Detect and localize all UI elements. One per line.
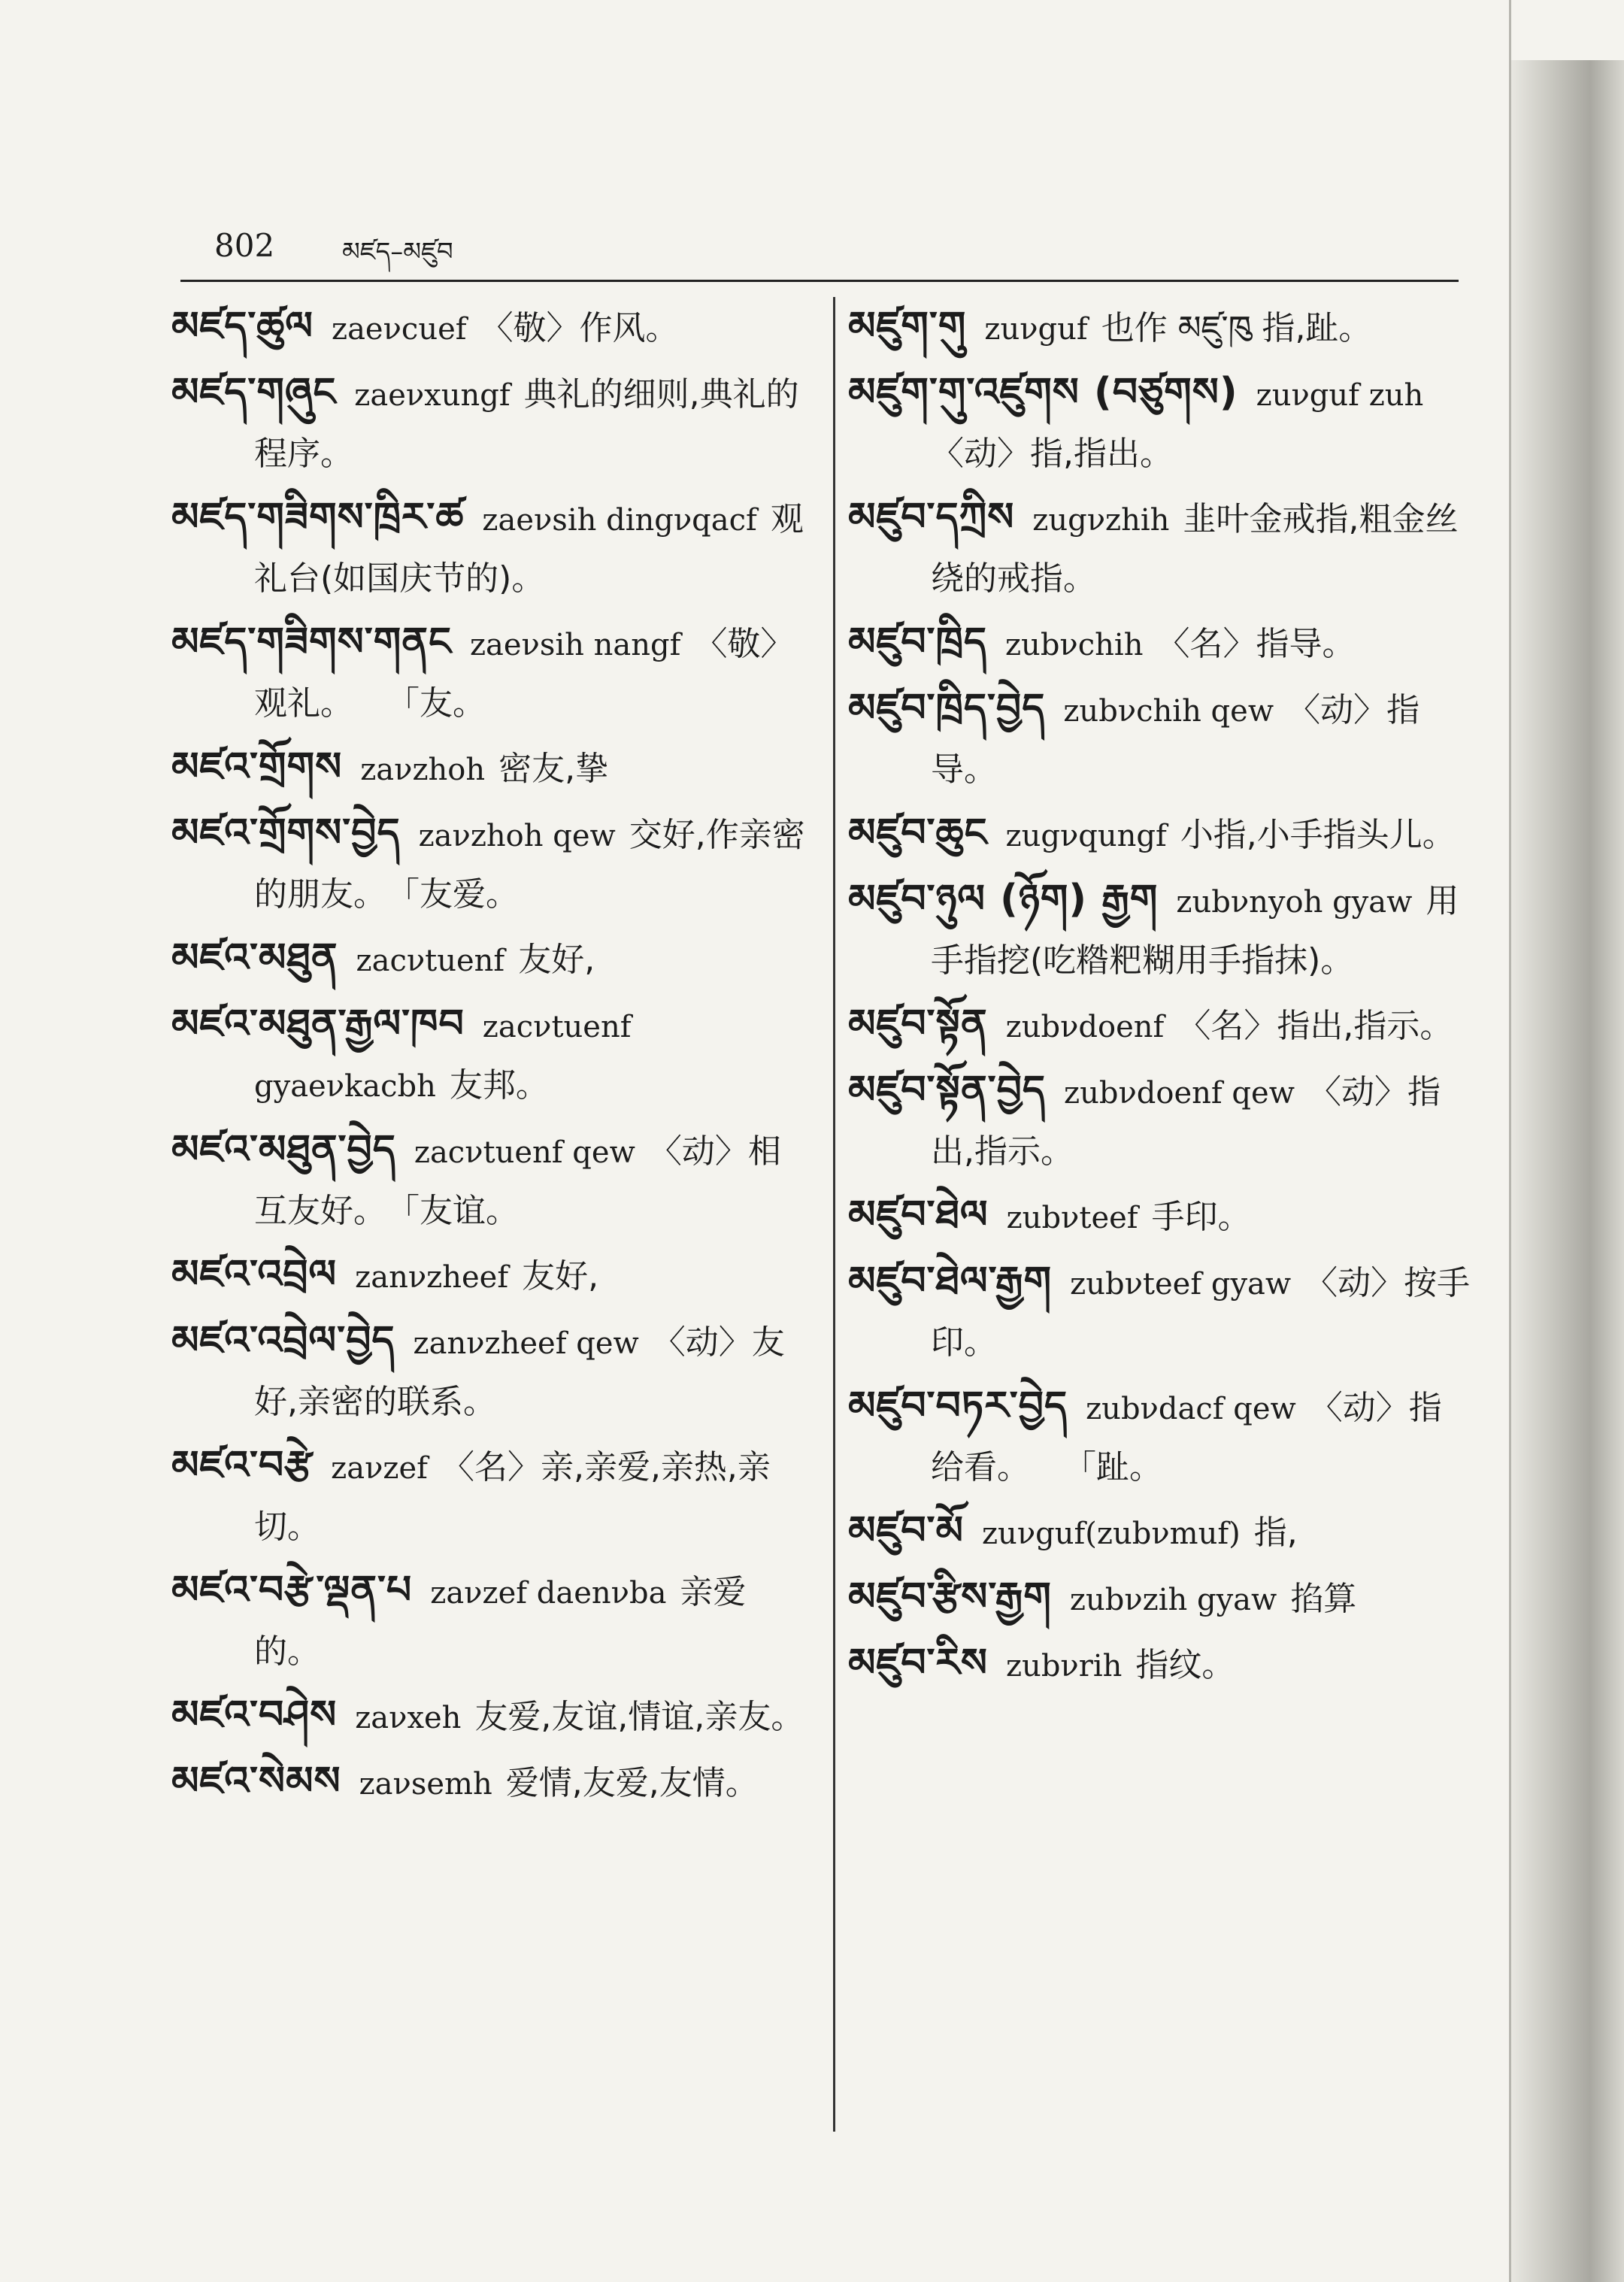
headword: མཛུབ་ཁྲིད་བྱེད [848, 686, 1046, 731]
definition: 〈动〉指出,指示。 [931, 1073, 1441, 1171]
page-edge-shadow [1511, 60, 1624, 2282]
definition: 〈动〉指,指出。 [931, 435, 1173, 473]
romanization: zubνdacf qew [1086, 1392, 1296, 1426]
header-rule [180, 280, 1459, 282]
headword: མཛུབ་རིས [848, 1641, 988, 1686]
headword: མཛའ་མཐུན་རྒྱལ་ཁབ [171, 1002, 465, 1047]
headword: མཛའ་བརྩེ་ལྡན་པ [171, 1568, 413, 1613]
headword: མཛའ་བཤེས [171, 1693, 338, 1738]
headword: མཛའ་མཐུན་བྱེད [171, 1127, 396, 1172]
romanization: zubνnyoh gyaw [1176, 885, 1413, 920]
dictionary-entry [171, 1686, 810, 1747]
dictionary-entry [848, 1252, 1472, 1372]
headword: མཛུབ་ཐེལ་རྒྱག [848, 1259, 1053, 1304]
romanization: zaeνcuef [332, 312, 467, 347]
dictionary-entry [171, 1120, 810, 1241]
romanization: zaνzef daenνba [430, 1576, 667, 1611]
romanization: zuνguf zuh [1256, 378, 1424, 413]
right-column [848, 297, 1472, 1700]
romanization: zaνzhoh qew [418, 819, 616, 853]
dictionary-entry [171, 1245, 810, 1307]
definition: 交好,作亲密的朋友。 「友爱。 [254, 816, 805, 914]
definition: 爱情,友爱,友情。 [505, 1764, 759, 1802]
romanization: zaνzef [331, 1451, 428, 1486]
dictionary-entry [171, 738, 810, 799]
dictionary-entry [848, 1377, 1472, 1497]
definition: 韭叶金戒指,粗金丝绕的戒指。 [931, 500, 1459, 598]
definition: 掐算 [1290, 1580, 1357, 1618]
romanization: zubνdoenf [1005, 1010, 1165, 1044]
dictionary-entry [848, 1568, 1472, 1629]
dictionary-entry [848, 613, 1472, 674]
definition: 〈动〉指给看。 「趾。 [931, 1389, 1442, 1486]
definition: 密友,挚 [498, 750, 609, 788]
headword: མཛད་ཚུལ [171, 304, 314, 349]
romanization: zacνtuenf [356, 944, 505, 978]
dictionary-entry [848, 870, 1472, 990]
definition: 指纹。 [1135, 1646, 1235, 1684]
dictionary-entry [848, 804, 1472, 865]
dictionary-entry [848, 1186, 1472, 1247]
headword: མཛུབ་ཆུང [848, 811, 988, 856]
definition: 友邦。 [449, 1066, 549, 1105]
dictionary-entry [848, 995, 1472, 1056]
definition: 友爱,友谊,情谊,亲友。 [474, 1698, 804, 1736]
romanization: zaνzhoh [360, 753, 486, 787]
headword: མཛུབ་རྩིས་རྒྱག [848, 1574, 1052, 1620]
romanization: zugνqungf [1005, 819, 1167, 853]
definition: 〈动〉按手印。 [931, 1264, 1471, 1362]
dictionary-entry [848, 1634, 1472, 1696]
dictionary-entry [848, 1061, 1472, 1181]
headword: མཛུབ་དཀྲིས [848, 495, 1015, 540]
romanization: zuνguf(zubνmuf) [981, 1517, 1241, 1551]
headword: མཛད་གཟིགས་གནང [171, 620, 452, 665]
headword: མཛུབ་སྟོན་བྱེད [848, 1068, 1047, 1113]
headword: མཛའ་སེམས [171, 1759, 341, 1804]
definition: 小指,小手指头儿。 [1180, 816, 1456, 854]
headword: མཛའ་མཐུན [171, 935, 338, 980]
romanization: zanνzheef qew [413, 1326, 639, 1361]
definition: 典礼的细则,典礼的程序。 [254, 375, 799, 473]
dictionary-entry [171, 1311, 810, 1432]
definition: 〈动〉相互友好。 「友谊。 [254, 1132, 781, 1230]
romanization: zubνchih qew [1063, 694, 1274, 729]
dictionary-entry [848, 1502, 1472, 1563]
headword: མཛའ་འབྲེལ [171, 1252, 338, 1297]
dictionary-entry [171, 995, 810, 1116]
dictionary-entry [171, 613, 810, 733]
romanization: zubνrih [1005, 1649, 1123, 1683]
definition: 〈敬〉作风。 [480, 309, 679, 347]
page-number: 802 [214, 227, 275, 264]
dictionary-entry [171, 297, 810, 359]
dictionary-entry [171, 929, 810, 990]
headword: མཛུབ་ཁྲིད [848, 620, 987, 665]
page-header [214, 218, 1462, 278]
headword: མཛའ་གྲོགས་བྱེད [171, 811, 401, 856]
headword: མཛུབ་ཐེལ [848, 1193, 989, 1238]
definition: 观礼台(如国庆节的)。 [254, 500, 804, 598]
running-head: མཛད–མཛུབ [342, 237, 453, 267]
definition: 〈名〉指导。 [1156, 625, 1356, 663]
romanization: zaνsemh [359, 1767, 492, 1802]
romanization: zacνtuenf qew [414, 1135, 635, 1170]
headword: མཛད་གཟིགས་ཁྲིར་ཚ [171, 495, 465, 540]
dictionary-entry [171, 1561, 810, 1681]
romanization: zubνchih [1004, 628, 1144, 662]
definition: 亲爱的。 [254, 1573, 747, 1671]
definition: 也作 མཛུ་ཁུ 指,趾。 [1101, 309, 1372, 347]
headword: མཛུབ་བཏར་བྱེད [848, 1383, 1068, 1429]
headword: མཛུབ་མོ [848, 1508, 964, 1553]
headword: མཛུག་གུ [848, 304, 967, 349]
romanization: zubνzih gyaw [1069, 1583, 1277, 1617]
dictionary-entry [848, 297, 1472, 359]
headword: མཛུབ་ཉུལ (ཉོག) རྒྱག [848, 877, 1159, 922]
dictionary-entry [171, 1752, 810, 1814]
romanization: zaeνsih dingνqacf [482, 503, 757, 538]
dictionary-entry [171, 804, 810, 924]
romanization: zugνzhih [1032, 503, 1170, 538]
definition: 手印。 [1151, 1198, 1251, 1236]
definition: 友好, [522, 1257, 599, 1296]
headword: མཛའ་འབྲེལ་བྱེད [171, 1318, 395, 1363]
definition: 用手指挖(吃糌粑糊用手指抹)。 [931, 882, 1459, 980]
definition: 指, [1253, 1514, 1298, 1552]
romanization: zubνdoenf qew [1064, 1076, 1295, 1111]
definition: 〈名〉亲,亲爱,亲热,亲切。 [254, 1448, 771, 1546]
romanization: zubνteef [1006, 1201, 1138, 1235]
column-divider [833, 297, 835, 2132]
dictionary-entry [171, 1436, 810, 1556]
headword: མཛུབ་སྟོན [848, 1002, 988, 1047]
definition: 友好, [518, 941, 595, 979]
romanization: zaνxeh [355, 1701, 462, 1735]
dictionary-entry [848, 679, 1472, 799]
definition: 〈敬〉观礼。 「友。 [254, 625, 794, 723]
romanization: zubνteef gyaw [1070, 1267, 1292, 1302]
dictionary-entry [171, 488, 810, 608]
romanization: zuνguf [984, 312, 1088, 347]
headword: མཛད་གཞུང [171, 370, 337, 415]
headword: མཛུག་གུ་འཛུགས (བཙུགས) [848, 370, 1238, 415]
headword: མཛའ་བརྩེ [171, 1443, 314, 1488]
headword: མཛའ་གྲོགས [171, 744, 343, 789]
definition: 〈动〉友好,亲密的联系。 [254, 1323, 785, 1421]
definition: 〈名〉指出,指示。 [1177, 1007, 1453, 1045]
dictionary-entry [848, 363, 1472, 483]
romanization: zaeνsih nangf [469, 628, 681, 662]
dictionary-entry [848, 488, 1472, 608]
romanization: zacνtuenf gyaeνkacbh [254, 1010, 632, 1104]
dictionary-entry [171, 363, 810, 483]
romanization: zanνzheef [355, 1260, 509, 1295]
definition: 〈动〉指导。 [931, 691, 1420, 789]
left-column [171, 297, 810, 1818]
romanization: zaeνxungf [354, 378, 511, 413]
